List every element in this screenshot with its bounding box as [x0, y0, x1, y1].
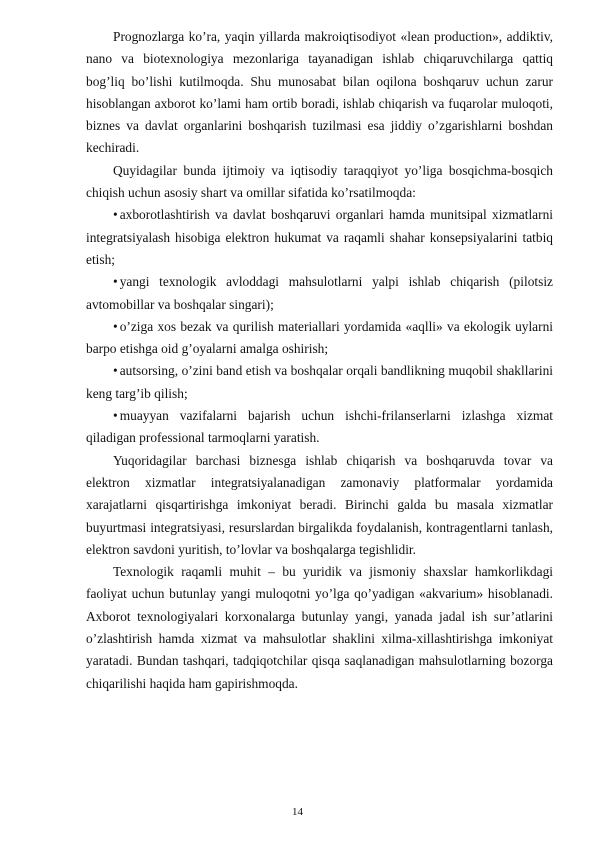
bullet-text: autsorsing, o’zini band etish va boshqalar orqali bandlikning muqobil shakllarini keng targ’ib qilish;	[86, 363, 553, 401]
bullet-text: axborotlashtirish va davlat boshqaruvi organlari hamda munitsipal xizmatlarni integratsiyalash hisobiga elektron hukumat va raqamli shahar konsepsiyalarini tatbiq etish;	[86, 207, 553, 267]
bullet-icon: •	[113, 408, 118, 424]
paragraph-platforms: Yuqoridagilar barchasi biznesga ishlab chiqarish va boshqaruvda tovar va elektron xizmatlar integratsiyalanadigan zamonaviy platformalar yordamida xarajatlarni qisqartirishga imkoniyat beradi. Birinchi galda bu masala xizmatlar buyurtmasi integratsiyasi, resurslardan birgalikda foydalanish, kontragentlarni tanlash, elektron savdoni yuritish, to’lovlar va boshqalarga tegishlidir.	[86, 452, 553, 557]
bullet-icon: •	[113, 318, 118, 334]
page-number: 14	[292, 806, 303, 818]
bullet-icon: •	[113, 274, 118, 290]
bullet-item	[86, 316, 553, 361]
bullet-icon: •	[113, 207, 118, 223]
bullet-text: muayyan vazifalarni bajarish uchun ishchi-frilanserlarni izlashga xizmat qiladigan professional tarmoqlarni yaratish.	[86, 408, 553, 446]
bullet-item	[86, 271, 553, 316]
bullet-text: o’ziga xos bezak va qurilish materiallari yordamida «aqlli» va ekologik uylarni barpo etishga oid g’oyalarni amalga oshirish;	[86, 318, 553, 357]
bullet-text: yangi texnologik avloddagi mahsulotlarni yalpi ishlab chiqarish (pilotsiz avtomobillar va boshqalar singari);	[86, 274, 553, 312]
paragraph-conditions-lead: Quyidagilar bunda ijtimoiy va iqtisodiy taraqqiyot yo’liga bosqichma-bosqich chiqish uchun asosiy shart va omillar sifatida ko’rsatilmoqda:	[86, 162, 553, 201]
bullet-item	[86, 405, 553, 450]
bullet-item	[86, 204, 553, 271]
paragraph-digital-environment: Texnologik raqamli muhit – bu yuridik va jismoniy shaxslar hamkorlikdagi faoliyat uchun butunlay yangi muloqotni yo’lga qo’yadigan «akvarium» hisoblanadi. Axborot texnologiyalari korxonalarga butunlay yangi, yanada jadal ish sur’atlarini o’zlashtirish hamda xizmat va mahsulotlar shaklini xilma-xillashtirishga imkoniyat yaratadi. Bundan tashqari, tadqiqotchilar qisqa saqlanadigan mahsulotlarning bozorga chiqarilishi haqida ham gapirishmoqda.	[86, 564, 553, 691]
body-text	[86, 26, 553, 695]
paragraph-intro: Prognozlarga ko’ra, yaqin yillarda makroiqtisodiyot «lean production», addiktiv, nano va biotexnologiya mezonlariga tayanadigan ishlab chiqaruvchilarga qattiq bog’liq bo’lishi kutilmoqda. Shu munosabat bilan oqilona boshqaruv uchun zarur hisoblangan axborot ko’lami ham ortib boradi, ishlab chiqarish va fuqarolar muloqoti, biznes va davlat organlarini boshqarish tuzilmasi esa jiddiy o’zgarishlarni boshdan kechiradi.	[86, 29, 553, 156]
bullet-icon: •	[113, 363, 118, 379]
bullet-item	[86, 360, 553, 405]
